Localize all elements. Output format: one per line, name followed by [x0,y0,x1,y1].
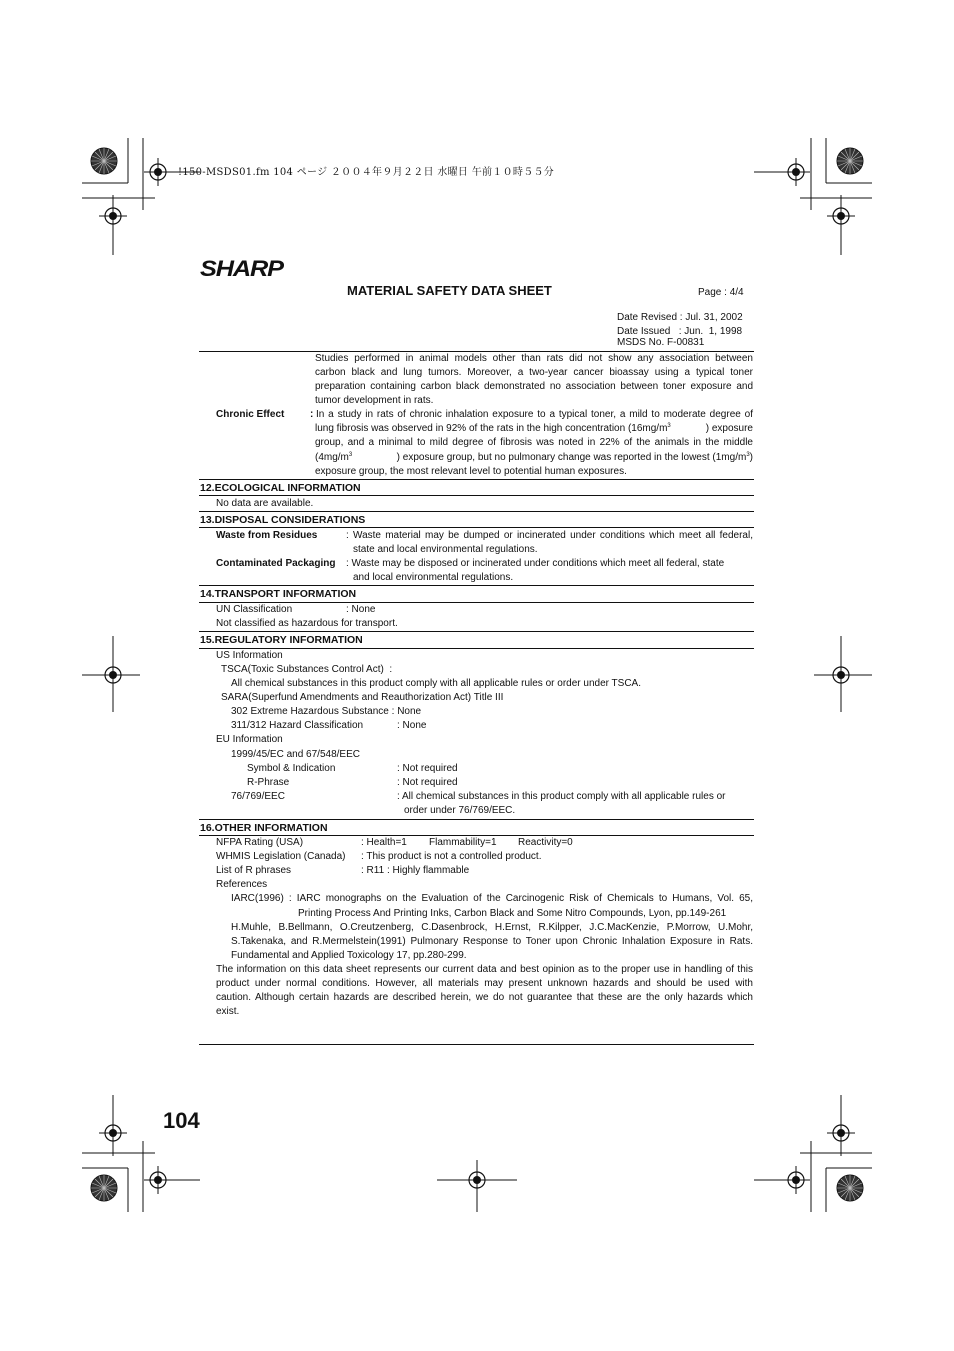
eec-text: order under 76/769/EEC. [404,805,516,816]
chronic-line-part: lung fibrosis was observed in 92% of the rats in the high concentration (16mg/m [315,423,668,434]
r-phrase-value: : Not required [397,777,458,788]
chronic-intro-line: preparation containing carbon black demonstrated no association between toner exposure and [315,381,753,392]
divider [199,631,754,632]
page-label: Page : 4/4 [698,287,744,298]
reference-line: Printing Process And Printing Inks, Carbon Black and Some Nitro Compounds, Lyon, pp.149-261 [298,908,727,919]
date-issued: Date Issued : Jun. 1, 1998 [617,326,743,337]
superscript: 3 [667,423,671,429]
r-phrases-label: List of R phrases [216,865,292,876]
symbol-indication-label: Symbol & Indication [247,763,336,774]
section-title-transport: 14.TRANSPORT INFORMATION [200,588,357,600]
chronic-line [315,451,753,465]
waste-residues-text: state and local environmental regulations. [353,544,538,555]
divider [199,511,754,512]
whmis-value: : This product is not a controlled product. [361,851,542,862]
whmis-label: WHMIS Legislation (Canada) [216,851,346,862]
chronic-line-part: ) exposure [705,423,753,434]
contaminated-packaging-text: : Waste may be disposed or incinerated under conditions which meet all federal, state [346,558,725,569]
contaminated-packaging-label: Contaminated Packaging [216,558,336,569]
disclaimer-line: caution. Although certain hazards are described herein, we do not guarantee that these are the only hazards which [216,992,753,1003]
chronic-intro-line: carbon black and lung tumors. Moreover, a two-year cancer bioassay using a typical toner [315,367,753,378]
references-label: References [216,879,268,890]
sharp-logo: SHARP [200,256,283,281]
superscript: 3 [746,452,750,458]
eu-directive: 1999/45/EC and 67/548/EEC [231,749,360,760]
ecological-text: No data are available. [216,498,314,509]
r-phrases-value: : R11 : Highly flammable [361,865,470,876]
chronic-colon: : [310,409,314,420]
eec-label: 76/769/EEC [231,791,285,802]
disclaimer-line: product under normal conditions. However, all materials may present unknown hazards and should be used with [216,978,753,989]
waste-residues-label: Waste from Residues [216,530,318,541]
msds-number: MSDS No. F-00831 [617,337,705,348]
un-classification-value: : None [346,604,376,615]
hazard-classification-value: : None [397,720,427,731]
chronic-intro-line: Studies performed in animal models other than rats did not show any association between [315,353,753,364]
footer-divider [199,1044,754,1045]
chronic-line-part: ) [749,452,753,463]
nfpa-flammability: Flammability=1 [429,837,497,848]
transport-note: Not classified as hazardous for transport. [216,618,398,629]
divider [199,495,754,496]
superscript: 3 [348,452,353,458]
divider [199,819,754,820]
chronic-line-part: ) exposure group, but no pulmonary change was reported in the lowest (1mg/m [396,452,747,463]
chronic-line: group, and a minimal to mild degree of fibrosis was noted in 22% of the animals in the middle [315,437,753,448]
hazard-classification-label: 311/312 Hazard Classification [231,720,364,731]
tsca-text: All chemical substances in this product comply with all applicable rules or order under TSCA. [231,678,642,689]
file-header: !150-MSDS01.fm 104 ページ ２００４年９月２２日 水曜日 午前１０時５５分 [178,167,555,178]
reference-line: Fundamental and Applied Toxicology 17, pp.280-299. [231,950,467,961]
date-revised: Date Revised : Jul. 31, 2002 [617,312,743,323]
tsca-label: TSCA(Toxic Substances Control Act) : [221,664,393,675]
contaminated-packaging-text: and local environmental regulations. [353,572,514,583]
chronic-line: exposure group, the most relevant level to potential human exposures. [315,466,627,477]
reference-line: S.Takenaka, and R.Mermelstein(1991) Pulmonary Response to Toner upon Chronic Inhalation Exposure in Rats. [231,936,753,947]
page-number: 104 [163,1108,200,1133]
symbol-indication-value: : Not required [397,763,458,774]
chronic-intro-line: tumor development in rats. [315,395,434,406]
document-title: MATERIAL SAFETY DATA SHEET [347,283,552,298]
section-title-disposal: 13.DISPOSAL CONSIDERATIONS [200,514,366,526]
un-classification-label: UN Classification [216,604,293,615]
waste-residues-text: : Waste material may be dumped or incinerated under conditions which meet all federal, [346,530,753,541]
reference-line: IARC(1996) : IARC monographs on the Evaluation of the Carcinogenic Risk of Chemicals to Humans, Vol. 65, [231,893,753,904]
disclaimer-line: The information on this data sheet represents our current data and best opinion as to the proper use in handling of this [216,964,753,975]
r-phrase-label: R-Phrase [247,777,290,788]
chronic-line: In a study in rats of chronic inhalation exposure to a typical toner, a mild to moderate degree of [316,409,753,420]
reference-line: H.Muhle, B.Bellmann, O.Creutzenberg, C.Dasenbrock, H.Ernst, R.Kilpper, J.C.MacKenzie, P.Morrow, U.Mohr, [231,922,753,933]
chronic-line [315,422,753,436]
sara-label: SARA(Superfund Amendments and Reauthorization Act) Title III [221,692,504,703]
section-title-other: 16.OTHER INFORMATION [200,822,328,834]
chronic-line-part: (4mg/m [315,452,349,463]
section-title-regulatory: 15.REGULATORY INFORMATION [200,634,363,646]
disclaimer-line: exist. [216,1006,240,1017]
divider [199,527,754,528]
extreme-hazardous-substance: 302 Extreme Hazardous Substance : None [231,706,422,717]
divider [199,585,754,586]
us-information: US Information [216,650,283,661]
eu-information: EU Information [216,734,283,745]
nfpa-health: : Health=1 [361,837,407,848]
nfpa-reactivity: Reactivity=0 [518,837,573,848]
nfpa-label: NFPA Rating (USA) [216,837,304,848]
chronic-effect-label: Chronic Effect [216,409,285,420]
eec-text: : All chemical substances in this product comply with all applicable rules or [397,791,726,802]
section-title-ecological: 12.ECOLOGICAL INFORMATION [200,482,361,494]
divider [199,479,754,480]
